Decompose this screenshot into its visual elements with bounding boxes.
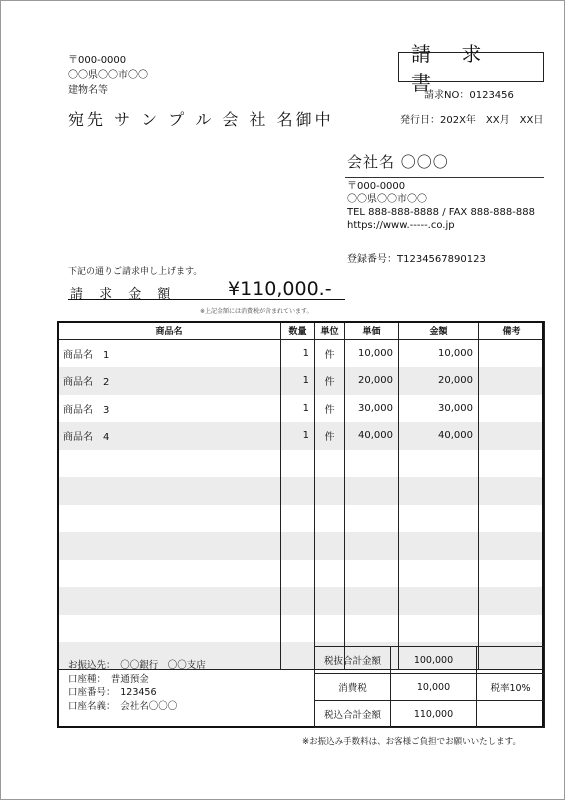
cell-remarks	[479, 450, 545, 478]
cell-item-name	[58, 615, 281, 643]
cell-unit-price: 10,000	[345, 340, 399, 368]
registration-number: 登録番号：T1234567890123	[347, 254, 486, 265]
subtotal-remarks	[477, 647, 545, 674]
cell-unit	[315, 532, 345, 560]
cell-quantity: 1	[281, 367, 315, 395]
tax-label: 消費税	[315, 674, 391, 701]
cell-unit: 件	[315, 422, 345, 450]
subtotal-value: 100,000	[391, 647, 477, 674]
cell-amount	[399, 532, 479, 560]
company-tel-fax: TEL 888-888-8888 / FAX 888-888-888	[347, 207, 535, 218]
cell-unit-price	[345, 450, 399, 478]
cell-unit-price	[345, 505, 399, 533]
cell-unit-price	[345, 615, 399, 643]
cell-unit-price	[345, 560, 399, 588]
tax-rate: 税率10%	[477, 674, 545, 701]
company-name-underline	[345, 177, 544, 178]
cell-unit: 件	[315, 395, 345, 423]
table-row	[58, 367, 545, 395]
cell-quantity: 1	[281, 422, 315, 450]
summary-table	[314, 646, 545, 728]
bank-line-2: 口座種： 普通預金	[68, 673, 149, 685]
cell-amount: 10,000	[399, 340, 479, 368]
cell-item-name: 商品名 4	[58, 422, 281, 450]
table-row	[58, 615, 545, 643]
header-quantity: 数量	[281, 322, 315, 340]
cell-quantity: 1	[281, 395, 315, 423]
cell-unit-price: 40,000	[345, 422, 399, 450]
cell-amount	[399, 450, 479, 478]
company-url: https://www.-----.co.jp	[347, 220, 455, 231]
table-row	[58, 505, 545, 533]
cell-remarks	[479, 615, 545, 643]
cell-remarks	[479, 367, 545, 395]
cell-item-name	[58, 477, 281, 505]
cell-unit: 件	[315, 340, 345, 368]
table-row	[58, 532, 545, 560]
table-row	[58, 340, 545, 368]
cell-remarks	[479, 532, 545, 560]
cell-unit	[315, 505, 345, 533]
cell-amount: 40,000	[399, 422, 479, 450]
table-row	[58, 450, 545, 478]
cell-amount	[399, 505, 479, 533]
tax-included-note: ※上記金額には消費税が含まれています。	[200, 308, 313, 315]
bank-line-4: 口座名義： 会社名〇〇〇	[68, 700, 178, 712]
company-name: 会社名 〇〇〇	[347, 153, 449, 171]
cell-item-name	[58, 505, 281, 533]
tax-value: 10,000	[391, 674, 477, 701]
header-remarks: 備考	[479, 322, 545, 340]
cell-unit-price	[345, 587, 399, 615]
total-amount: ¥110,000.-	[228, 278, 332, 300]
cell-quantity	[281, 477, 315, 505]
cell-quantity: 1	[281, 340, 315, 368]
table-row	[58, 560, 545, 588]
subtotal-label: 税抜合計金額	[315, 647, 391, 674]
transfer-fee-note: ※お振込み手数料は、お客様ご負担でお願いいたします。	[302, 737, 521, 747]
grand-total-remarks	[477, 701, 545, 728]
cell-unit	[315, 450, 345, 478]
cell-amount	[399, 477, 479, 505]
company-city: 〇〇県〇〇市〇〇	[347, 194, 427, 205]
subtotal-row	[315, 647, 545, 674]
grand-total-label: 税込合計金額	[315, 701, 391, 728]
sender-address	[68, 53, 148, 98]
cell-quantity	[281, 532, 315, 560]
total-underline	[68, 299, 345, 300]
cell-unit-price	[345, 532, 399, 560]
cell-remarks	[479, 560, 545, 588]
tax-row	[315, 674, 545, 701]
items-table	[57, 321, 545, 670]
table-row	[58, 587, 545, 615]
company-details	[347, 180, 546, 232]
header-amount: 金額	[399, 322, 479, 340]
cell-amount: 30,000	[399, 395, 479, 423]
cell-remarks	[479, 395, 545, 423]
cell-unit	[315, 615, 345, 643]
header-unit: 単位	[315, 322, 345, 340]
cell-quantity	[281, 505, 315, 533]
cell-item-name	[58, 532, 281, 560]
cell-item-name: 商品名 3	[58, 395, 281, 423]
cell-quantity	[281, 450, 315, 478]
document-title: 請 求 書	[398, 52, 544, 82]
cell-item-name	[58, 560, 281, 588]
cell-item-name	[58, 450, 281, 478]
total-label: 請 求 金 額	[70, 287, 177, 302]
table-row	[58, 477, 545, 505]
cell-unit	[315, 560, 345, 588]
cell-item-name	[58, 587, 281, 615]
cell-amount	[399, 560, 479, 588]
bank-line-1: お振込先： 〇〇銀行 〇〇支店	[68, 660, 206, 671]
cell-unit-price	[345, 477, 399, 505]
sender-city: 〇〇県〇〇市〇〇	[68, 70, 148, 81]
cell-unit	[315, 477, 345, 505]
cell-quantity	[281, 615, 315, 643]
cell-remarks	[479, 587, 545, 615]
cell-amount	[399, 615, 479, 643]
invoice-number: 請求NO：0123456	[424, 90, 514, 101]
cell-remarks	[479, 505, 545, 533]
company-postal: 〒000-0000	[347, 181, 406, 192]
cell-quantity	[281, 587, 315, 615]
bank-info	[58, 647, 314, 727]
header-unit-price: 単価	[345, 322, 399, 340]
sender-postal: 〒000-0000	[68, 55, 127, 66]
cell-remarks	[479, 422, 545, 450]
grand-total-row	[315, 701, 545, 728]
cell-unit-price: 30,000	[345, 395, 399, 423]
table-row	[58, 395, 545, 423]
intro-text: 下記の通りご請求申し上げます。	[68, 267, 203, 277]
table-header-row	[58, 322, 545, 340]
cell-unit-price: 20,000	[345, 367, 399, 395]
cell-item-name: 商品名 1	[58, 340, 281, 368]
header-item-name: 商品名	[58, 322, 281, 340]
grand-total-value: 110,000	[391, 701, 477, 728]
cell-quantity	[281, 560, 315, 588]
cell-unit	[315, 587, 345, 615]
cell-item-name: 商品名 2	[58, 367, 281, 395]
issue-date: 発行日：202X年 XX月 XX日	[400, 115, 544, 126]
table-row	[58, 422, 545, 450]
addressee: 宛先 サ ン プ ル 会 社 名御中	[68, 110, 334, 129]
sender-building: 建物名等	[68, 85, 108, 96]
cell-amount	[399, 587, 479, 615]
cell-amount: 20,000	[399, 367, 479, 395]
cell-unit: 件	[315, 367, 345, 395]
cell-remarks	[479, 340, 545, 368]
cell-remarks	[479, 477, 545, 505]
bank-line-3: 口座番号： 123456	[68, 687, 157, 698]
